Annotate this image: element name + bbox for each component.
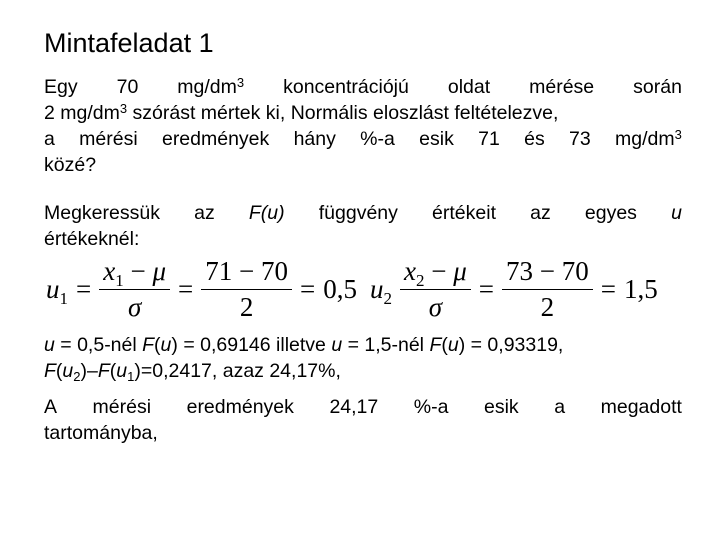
word: függvény (318, 202, 398, 224)
word: az (194, 202, 215, 224)
problem-line-1 (44, 74, 682, 100)
fraction-numeric: $\frac{71 - 70}{2}$ (201, 256, 292, 323)
word: értékeit (432, 202, 496, 224)
result-line-1: u = 0,5-nél F(u) = 0,69146 illetve u = 1,5-nél F(u) = 0,93319, (44, 334, 564, 356)
conclusion-line-1 (44, 394, 682, 420)
word: Egy (44, 76, 78, 98)
formula-u1: $u_1$ = $\frac{x_1 - \mu}{\sigma}$ = $\frac{71 - 70}{2}$ = 0,5 (46, 256, 357, 322)
word: %-a (413, 396, 449, 418)
formula-result: 0,5 (323, 274, 357, 304)
word: hány (293, 128, 336, 150)
fraction-symbolic: $\frac{x_1 - \mu}{\sigma}$ (99, 256, 170, 323)
conclusion-line-2: tartományba, (44, 422, 158, 444)
word: esik (484, 396, 519, 418)
word: eredmények (161, 128, 270, 150)
word: egyes (584, 202, 637, 224)
word: mérési (92, 396, 152, 418)
formula-lhs: $u_2$ (370, 274, 392, 308)
problem-line-3 (44, 126, 682, 152)
word: 24,17 (329, 396, 379, 418)
word: a (44, 128, 55, 150)
method-statement (44, 200, 682, 252)
page-title: Mintafeladat 1 (44, 28, 214, 58)
result-statement (44, 332, 682, 384)
problem-line-2: 2 $mg/dm^3$ szórást mértek ki, Normális eloszlást feltételezve, (44, 101, 559, 124)
unit: $mg/dm^3$ (615, 127, 682, 150)
word: eredmények (186, 396, 294, 418)
word: során (633, 76, 682, 98)
problem-line-4: közé? (44, 154, 97, 176)
problem-statement (44, 74, 682, 178)
unit: $mg/dm^3$ (177, 75, 245, 98)
word: megadott (600, 396, 682, 418)
word: 73 (569, 128, 591, 150)
method-line-2: értékeknél: (44, 228, 140, 250)
word: az (530, 202, 551, 224)
word: koncentrációjú (283, 76, 409, 98)
word: oldat (447, 76, 491, 98)
word: esik (419, 128, 454, 150)
conclusion-statement (44, 394, 682, 446)
formula-lhs: $u_1$ (46, 274, 68, 308)
word: F(u) (248, 202, 285, 224)
word: mérési (79, 128, 138, 150)
word: u (671, 202, 682, 224)
fraction-numeric: $\frac{73 - 70}{2}$ (502, 256, 593, 323)
word: 70 (116, 76, 139, 98)
formula-result: 1,5 (623, 274, 658, 304)
word: mérése (529, 76, 595, 98)
word: Megkeressük (44, 202, 160, 224)
method-line-1 (44, 200, 682, 226)
word: A (44, 396, 58, 418)
word: a (554, 396, 566, 418)
word: %-a (360, 128, 395, 150)
formula-u2: $u_2$ $\frac{x_2 - \mu}{\sigma}$ = $\frac{73 - 70}{2}$ = 1,5 (370, 256, 658, 322)
word: és (524, 128, 545, 150)
word: 71 (478, 128, 500, 150)
result-line-2: $F(u_2)-F(u_1)=0,2417$, azaz 24,17%, (44, 360, 341, 384)
fraction-symbolic: $\frac{x_2 - \mu}{\sigma}$ (400, 256, 471, 323)
